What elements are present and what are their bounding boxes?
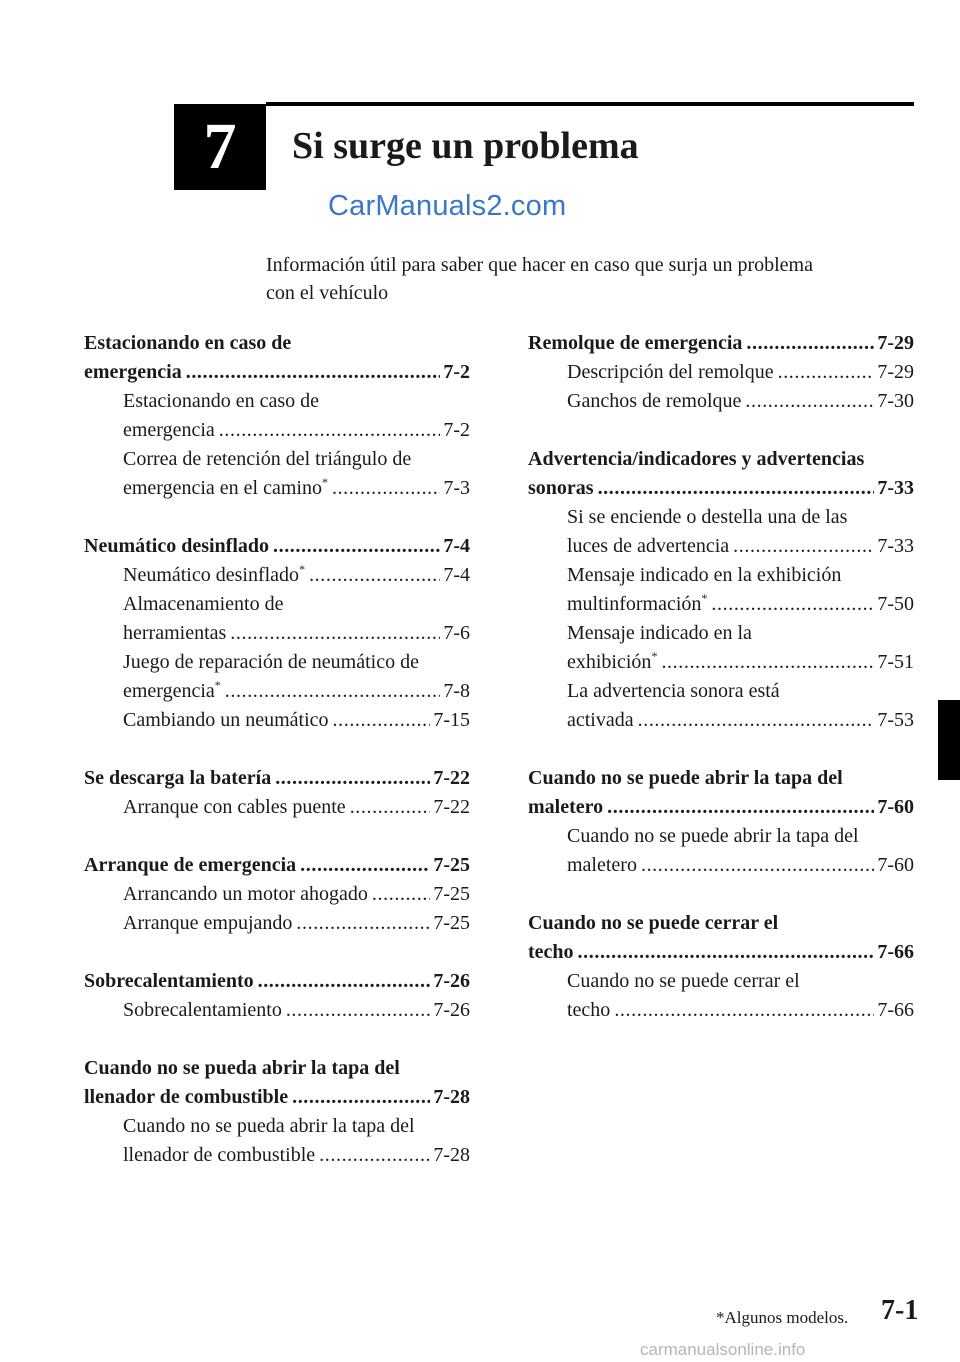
toc-page-ref: 7-25 [433,854,470,876]
toc-item-title: activada [567,709,634,731]
leader-dots [711,590,874,619]
leader-dots [292,1083,430,1112]
toc-section-title: Cuando no se puede cerrar el [528,912,779,934]
chapter-intro [266,251,906,307]
toc-section-entry[interactable] [84,764,470,793]
toc-section-title: Remolque de emergencia [528,332,743,354]
toc-item-entry[interactable] [84,909,470,938]
page-number: 7-1 [881,1295,919,1326]
footer-watermark: carmanualsonline.info [640,1340,806,1359]
toc-item-title: Ganchos de remolque [567,390,742,412]
toc-section-entry[interactable] [84,532,470,561]
toc-section [84,1054,470,1170]
toc-page-ref: 7-28 [433,1144,470,1166]
toc-item-title: Descripción del remolque [567,361,774,383]
toc-page-ref: 7-4 [443,564,470,586]
toc-item-title: herramientas [123,622,227,644]
toc-section [84,967,470,1025]
toc-page-ref: 7-3 [443,477,470,499]
toc-page-ref: 7-25 [433,912,470,934]
toc-item-title: Cuando no se puede cerrar el [567,970,800,992]
toc-page-ref: 7-51 [877,651,914,673]
toc-item-entry[interactable] [84,706,470,735]
toc-page-ref: 7-4 [443,535,470,557]
toc-section-title: Advertencia/indicadores y advertencias [528,448,865,470]
leader-dots [296,909,430,938]
leader-dots [607,793,874,822]
leader-dots [286,996,431,1025]
toc-item-title: Correa de retención del triángulo de [123,448,412,470]
toc-item-title: Cambiando un neumático [123,709,329,731]
toc-section-title: maletero [528,796,604,818]
toc-item-entry[interactable] [528,590,914,619]
toc-page-ref: 7-66 [877,999,914,1021]
toc-item-entry[interactable] [84,677,470,706]
leader-dots [641,851,874,880]
toc-section [528,909,914,1025]
leader-dots [309,561,440,590]
toc-item-entry[interactable] [528,996,914,1025]
chapter-tab-marker [938,700,960,780]
leader-dots [372,880,430,909]
toc-section [528,329,914,416]
footnote-marker: * [299,562,306,576]
toc-item-title: emergencia [123,419,215,441]
toc-section-entry[interactable] [84,358,470,387]
leader-dots [230,619,440,648]
toc-item-title: Neumático desinflado [123,564,300,586]
toc-item-entry[interactable] [84,619,470,648]
toc-item-title: La advertencia sonora está [567,680,780,702]
toc-item-title: llenador de combustible [123,1144,316,1166]
toc-item-title: techo [567,999,611,1021]
toc-item-title: emergencia [123,680,215,702]
leader-dots [578,938,875,967]
toc-page-ref: 7-50 [877,593,914,615]
toc-item-entry[interactable] [84,996,470,1025]
toc-section-title: Neumático desinflado [84,535,269,557]
toc-section-entry[interactable] [84,851,470,880]
toc-item-title: emergencia en el camino [123,477,322,499]
leader-dots [258,967,431,996]
leader-dots [778,358,875,387]
footnote-marker: * [651,649,658,663]
toc-section-title: Se descarga la batería [84,767,272,789]
toc-section-title: Arranque de emergencia [84,854,297,876]
toc-item-title: Mensaje indicado en la [567,622,752,644]
toc-item-entry[interactable] [528,851,914,880]
chapter-number: 7 [203,110,237,183]
toc-page-ref: 7-60 [877,796,914,818]
toc-page-ref: 7-26 [433,999,470,1021]
toc-section-entry[interactable] [528,938,914,967]
toc-item-title: Arranque empujando [123,912,293,934]
toc-section-title: llenador de combustible [84,1086,289,1108]
toc-page-ref: 7-22 [433,767,470,789]
toc-item-title: Cuando no se pueda abrir la tapa del [123,1115,415,1137]
intro-line-1: Información útil para saber que hacer en caso que surja un problema [266,254,813,276]
toc-section-title: Cuando no se puede abrir la tapa del [528,767,843,789]
toc-item-entry[interactable] [84,880,470,909]
toc-section-entry[interactable] [84,967,470,996]
footnote: *Algunos modelos. [716,1308,849,1327]
intro-line-2: con el vehículo [266,282,389,304]
toc-page-ref: 7-33 [877,535,914,557]
toc-section-title: Estacionando en caso de [84,332,292,354]
chapter-title: Si surge un problema [292,125,639,167]
toc-section-entry[interactable] [528,474,914,503]
toc-section-title: Sobrecalentamiento [84,970,254,992]
toc-page-ref: 7-25 [433,883,470,905]
toc-section [528,445,914,735]
toc-page-ref: 7-30 [877,390,914,412]
toc-section-title: sonoras [528,477,594,499]
toc-page-ref: 7-28 [433,1086,470,1108]
title-rule [266,102,914,106]
toc-item-entry[interactable] [84,561,470,590]
leader-dots [598,474,875,503]
toc-item-entry[interactable] [528,532,914,561]
toc-page-ref: 7-33 [877,477,914,499]
toc-item-title: Arranque con cables puente [123,796,346,818]
toc-item-title: exhibición [567,651,652,673]
toc-section-title: Cuando no se pueda abrir la tapa del [84,1057,400,1079]
toc-section-title: emergencia [84,361,182,383]
toc-page-ref: 7-60 [877,854,914,876]
toc-item-title: maletero [567,854,637,876]
toc-section [84,532,470,735]
leader-dots [319,1141,430,1170]
toc-item-entry[interactable] [84,793,470,822]
footnote-marker: * [701,591,708,605]
toc-page-ref: 7-22 [433,796,470,818]
toc-page-ref: 7-66 [877,941,914,963]
toc-item-title: multinformación [567,593,702,615]
leader-dots [333,706,431,735]
leader-dots [275,764,430,793]
toc-section [84,764,470,822]
leader-dots [746,329,874,358]
footnote-marker: * [214,678,221,692]
toc-section [528,764,914,880]
leader-dots [332,474,440,503]
toc-item-entry[interactable] [84,1141,470,1170]
leader-dots [745,387,874,416]
watermark: CarManuals2.com [328,190,567,222]
toc-item-entry[interactable] [528,648,914,677]
toc-item-title: Cuando no se puede abrir la tapa del [567,825,859,847]
leader-dots [614,996,874,1025]
toc-section-entry[interactable] [528,793,914,822]
toc-item-title: luces de advertencia [567,535,730,557]
toc-item-title: Sobrecalentamiento [123,999,282,1021]
toc-item-title: Estacionando en caso de [123,390,320,412]
toc-item-title: Si se enciende o destella una de las [567,506,848,528]
toc-left-column [84,329,470,1199]
toc-page-ref: 7-8 [443,680,470,702]
toc-page-ref: 7-26 [433,970,470,992]
leader-dots [350,793,431,822]
toc-page-ref: 7-29 [877,332,914,354]
toc-item-title: Juego de reparación de neumático de [123,651,419,673]
toc-section-title: techo [528,941,574,963]
leader-dots [186,358,441,387]
toc-right-column [528,329,914,1054]
toc-item-entry[interactable] [528,387,914,416]
toc-section [84,329,470,503]
toc-page-ref: 7-6 [443,622,470,644]
toc-item-entry[interactable] [528,706,914,735]
toc-page-ref: 7-29 [877,361,914,383]
leader-dots [638,706,875,735]
leader-dots [661,648,874,677]
toc-section [84,851,470,938]
toc-page-ref: 7-15 [433,709,470,731]
toc-item-title: Mensaje indicado en la exhibición [567,564,842,586]
toc-section-entry[interactable] [528,329,914,358]
toc-item-title: Arrancando un motor ahogado [123,883,368,905]
toc-section-entry[interactable] [84,1083,470,1112]
toc-page-ref: 7-2 [443,419,470,441]
chapter-number-box [174,104,266,190]
toc-page-ref: 7-2 [443,361,470,383]
leader-dots [300,851,430,880]
leader-dots [733,532,874,561]
toc-item-entry[interactable] [84,474,470,503]
footnote-marker: * [321,475,328,489]
leader-dots [219,416,441,445]
toc-item-title: Almacenamiento de [123,593,284,615]
toc-item-entry[interactable] [528,358,914,387]
toc-page-ref: 7-53 [877,709,914,731]
toc-item-entry[interactable] [84,416,470,445]
leader-dots [225,677,441,706]
